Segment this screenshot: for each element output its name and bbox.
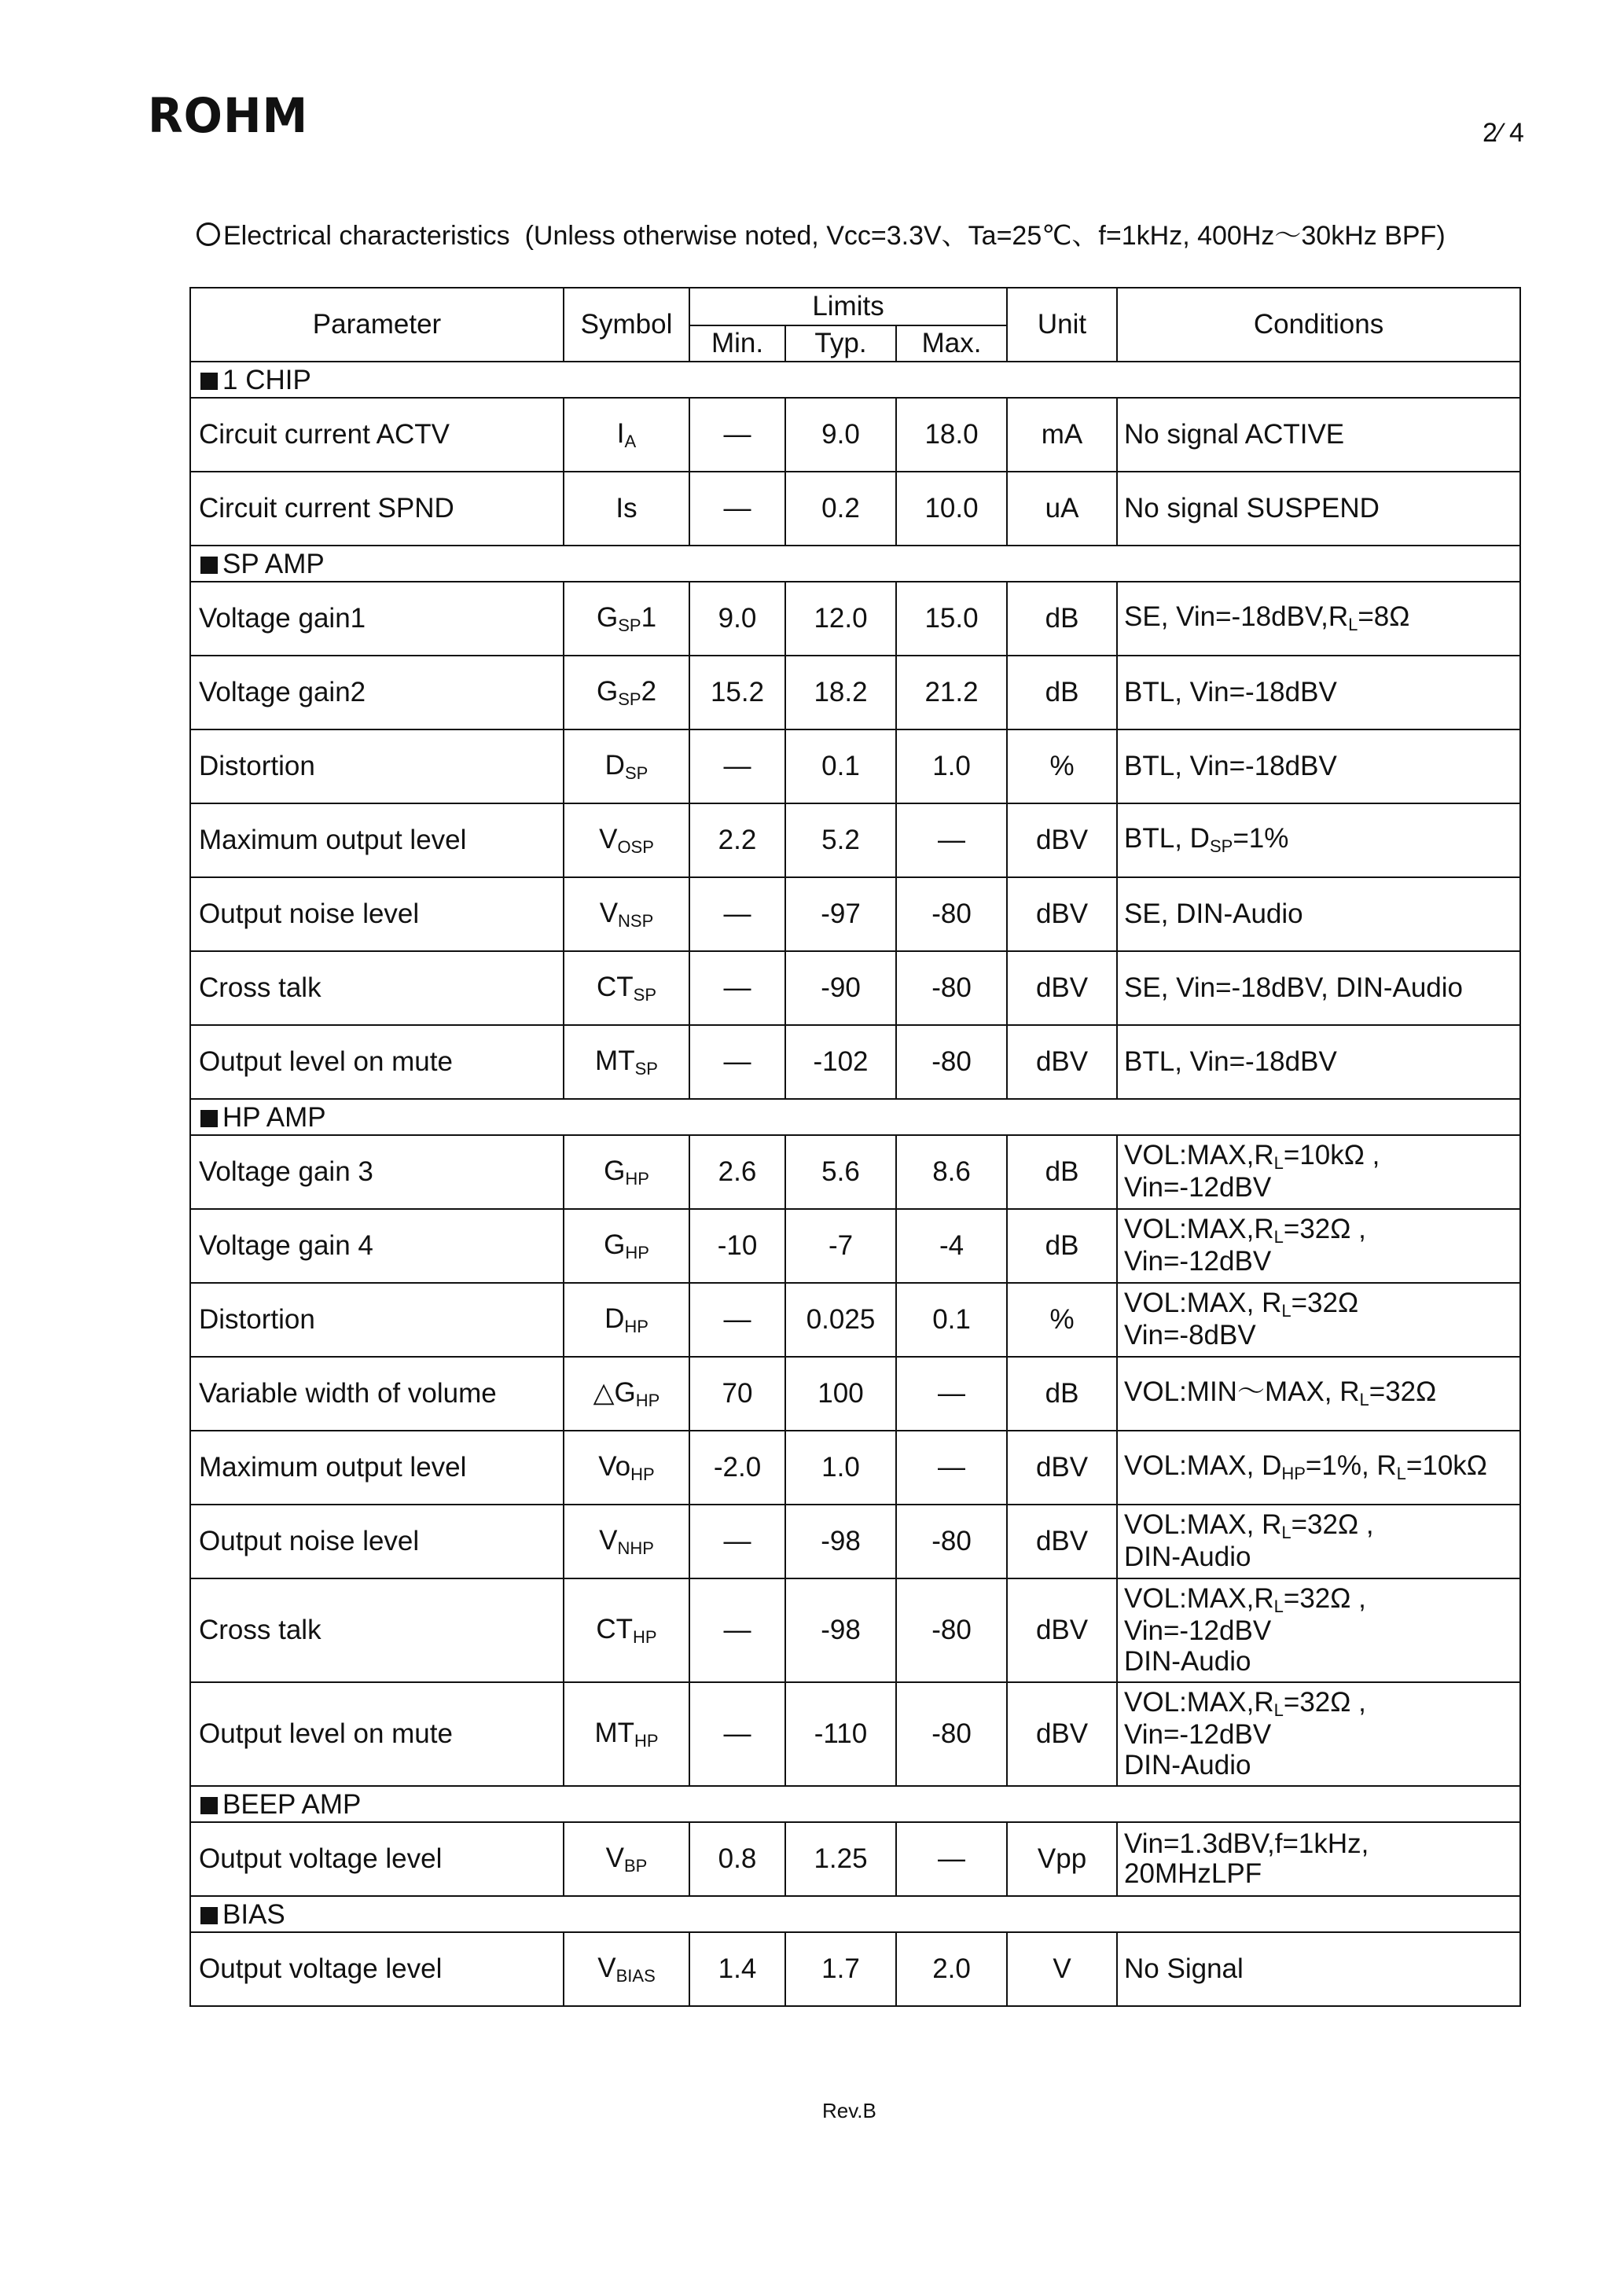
row-parameter: Maximum output level [190, 803, 564, 877]
row-symbol: $I_A$ [564, 398, 689, 472]
row-typ: 5.2 [785, 803, 896, 877]
row-parameter: Circuit current ACTV [190, 398, 564, 472]
heading-title: Electrical characteristics [223, 221, 510, 251]
row-min: — [689, 398, 785, 472]
row-parameter: Voltage gain 3 [190, 1135, 564, 1209]
section-row-chip [190, 362, 1520, 398]
row-max: — [896, 1357, 1007, 1431]
row-conditions: VOL:MAX, $R_L=32\Omega$ Vin=-8dBV [1117, 1283, 1520, 1357]
row-conditions: VOL:MAX, $R_L=32\Omega$ , DIN-Audio [1117, 1505, 1520, 1578]
section-row-sp-amp [190, 546, 1520, 582]
table-row [190, 398, 1520, 472]
row-unit: uA [1007, 472, 1117, 546]
row-parameter: Output level on mute [190, 1682, 564, 1786]
electrical-characteristics-table [189, 287, 1521, 2007]
header-conditions: Conditions [1117, 288, 1520, 362]
heading-conditions: (Unless otherwise noted, Vcc=3.3V、Ta=25℃、f=1kHz, 400Hz〜30kHz BPF) [524, 221, 1446, 251]
row-parameter: Voltage gain2 [190, 656, 564, 729]
row-typ: 1.0 [785, 1431, 896, 1505]
header-limits: Limits [689, 288, 1007, 325]
section-label: BEEP AMP [222, 1788, 362, 1820]
revision-label: Rev.B [822, 2099, 876, 2122]
row-min: 70 [689, 1357, 785, 1431]
row-min: 15.2 [689, 656, 785, 729]
row-conditions: VOL:MAX, $D_{HP}=1\%$, $R_L=10k\Omega$ [1117, 1431, 1520, 1505]
row-parameter: Distortion [190, 729, 564, 803]
row-parameter: Voltage gain 4 [190, 1209, 564, 1283]
table-row [190, 951, 1520, 1025]
header-typ: Typ. [785, 325, 896, 362]
row-conditions: Vin=1.3dBV,f=1kHz, 20MHzLPF [1117, 1822, 1520, 1896]
row-parameter: Cross talk [190, 951, 564, 1025]
row-max: -80 [896, 1578, 1007, 1682]
row-conditions: $VOL:MAX,R_L=32\Omega$ , Vin=-12dBV DIN-Audio [1117, 1578, 1520, 1682]
row-typ: -7 [785, 1209, 896, 1283]
row-symbol: $V_{BIAS}$ [564, 1932, 689, 2006]
row-min: — [689, 1682, 785, 1786]
row-symbol: $Vo_{HP}$ [564, 1431, 689, 1505]
table-row [190, 1209, 1520, 1283]
row-parameter: Distortion [190, 1283, 564, 1357]
row-parameter: Maximum output level [190, 1431, 564, 1505]
row-symbol: $V_{BP}$ [564, 1822, 689, 1896]
row-min: — [689, 729, 785, 803]
row-unit: dBV [1007, 951, 1117, 1025]
row-conditions: VOL:MIN〜MAX, $R_L=32\Omega$ [1117, 1357, 1520, 1431]
row-symbol: $V_{NSP}$ [564, 877, 689, 951]
row-conditions: SE, Vin=-18dBV, DIN-Audio [1117, 951, 1520, 1025]
row-typ: 0.2 [785, 472, 896, 546]
table-row [190, 877, 1520, 951]
row-symbol: $D_{HP}$ [564, 1283, 689, 1357]
row-parameter: Cross talk [190, 1578, 564, 1682]
circle-bullet-icon [197, 222, 220, 246]
table-row [190, 1932, 1520, 2006]
table-row [190, 472, 1520, 546]
row-min: -2.0 [689, 1431, 785, 1505]
row-conditions: $VOL:MAX,R_L=32\Omega$ , Vin=-12dBV [1117, 1209, 1520, 1283]
header-max: Max. [896, 325, 1007, 362]
square-bullet-icon [200, 1797, 218, 1814]
row-unit: dB [1007, 582, 1117, 656]
rohm-logo: ROHM [148, 87, 309, 144]
table-row [190, 1578, 1520, 1682]
header-unit: Unit [1007, 288, 1117, 362]
row-max: — [896, 1822, 1007, 1896]
table-row [190, 582, 1520, 656]
square-bullet-icon [200, 1110, 218, 1127]
row-min: — [689, 951, 785, 1025]
row-max: -80 [896, 1505, 1007, 1578]
row-min: — [689, 1283, 785, 1357]
section-label: BIAS [222, 1898, 285, 1930]
row-typ: 9.0 [785, 398, 896, 472]
header-min: Min. [689, 325, 785, 362]
row-symbol: $CT_{SP}$ [564, 951, 689, 1025]
header-parameter: Parameter [190, 288, 564, 362]
section-row-bias [190, 1896, 1520, 1932]
row-unit: dB [1007, 1357, 1117, 1431]
row-max: — [896, 803, 1007, 877]
row-unit: mA [1007, 398, 1117, 472]
row-symbol: $CT_{HP}$ [564, 1578, 689, 1682]
row-unit: V [1007, 1932, 1117, 2006]
table-row [190, 1431, 1520, 1505]
row-max: -4 [896, 1209, 1007, 1283]
row-symbol: $G_{HP}$ [564, 1209, 689, 1283]
row-parameter: Voltage gain1 [190, 582, 564, 656]
row-symbol: $G_{SP}1$ [564, 582, 689, 656]
section-label: SP AMP [222, 548, 325, 579]
row-typ: -98 [785, 1578, 896, 1682]
row-conditions: $VOL:MAX,R_L=10k\Omega$ , Vin=-12dBV [1117, 1135, 1520, 1209]
row-max: 15.0 [896, 582, 1007, 656]
row-max: 21.2 [896, 656, 1007, 729]
row-max: -80 [896, 951, 1007, 1025]
row-symbol: $D_{SP}$ [564, 729, 689, 803]
row-parameter: Circuit current SPND [190, 472, 564, 546]
row-unit: % [1007, 729, 1117, 803]
table-row [190, 1025, 1520, 1099]
row-unit: dBV [1007, 1505, 1117, 1578]
row-max: 18.0 [896, 398, 1007, 472]
square-bullet-icon [200, 373, 218, 390]
row-min: — [689, 877, 785, 951]
row-symbol: $\triangle G_{HP}$ [564, 1357, 689, 1431]
row-parameter: Output noise level [190, 877, 564, 951]
row-min: 0.8 [689, 1822, 785, 1896]
row-unit: dBV [1007, 803, 1117, 877]
table-row [190, 1505, 1520, 1578]
table-row [190, 1135, 1520, 1209]
row-min: — [689, 1025, 785, 1099]
section-row-hp-amp [190, 1099, 1520, 1135]
row-max: -80 [896, 1025, 1007, 1099]
row-symbol: $G_{SP}2$ [564, 656, 689, 729]
row-symbol: $V_{OSP}$ [564, 803, 689, 877]
section-heading [197, 214, 1446, 252]
row-min: 2.2 [689, 803, 785, 877]
row-typ: -110 [785, 1682, 896, 1786]
row-typ: -90 [785, 951, 896, 1025]
row-min: — [689, 1578, 785, 1682]
row-conditions: BTL, Vin=-18dBV [1117, 656, 1520, 729]
row-unit: dBV [1007, 1431, 1117, 1505]
section-row-beep-amp [190, 1786, 1520, 1822]
table-row [190, 1682, 1520, 1786]
row-typ: -97 [785, 877, 896, 951]
row-conditions: BTL, Vin=-18dBV [1117, 729, 1520, 803]
row-unit: dBV [1007, 1578, 1117, 1682]
row-symbol: $MT_{HP}$ [564, 1682, 689, 1786]
row-typ: 18.2 [785, 656, 896, 729]
table-row [190, 656, 1520, 729]
row-min: 1.4 [689, 1932, 785, 2006]
row-symbol: $G_{HP}$ [564, 1135, 689, 1209]
page-number: 2∕ 4 [1483, 118, 1524, 148]
row-parameter: Output voltage level [190, 1822, 564, 1896]
section-label: HP AMP [222, 1101, 326, 1133]
row-max: 10.0 [896, 472, 1007, 546]
row-max: 0.1 [896, 1283, 1007, 1357]
row-unit: dBV [1007, 1025, 1117, 1099]
row-symbol: Is [564, 472, 689, 546]
row-min: — [689, 1505, 785, 1578]
row-min: — [689, 472, 785, 546]
row-conditions: No signal SUSPEND [1117, 472, 1520, 546]
row-conditions: BTL, Vin=-18dBV [1117, 1025, 1520, 1099]
row-parameter: Output voltage level [190, 1932, 564, 2006]
row-symbol: $MT_{SP}$ [564, 1025, 689, 1099]
row-min: -10 [689, 1209, 785, 1283]
header-symbol: Symbol [564, 288, 689, 362]
row-min: 2.6 [689, 1135, 785, 1209]
row-max: — [896, 1431, 1007, 1505]
row-max: -80 [896, 877, 1007, 951]
row-max: 2.0 [896, 1932, 1007, 2006]
row-symbol: $V_{NHP}$ [564, 1505, 689, 1578]
table-row [190, 1357, 1520, 1431]
row-conditions: BTL, $D_{SP}=1\%$ [1117, 803, 1520, 877]
row-unit: dB [1007, 656, 1117, 729]
row-unit: dBV [1007, 1682, 1117, 1786]
row-typ: 0.1 [785, 729, 896, 803]
row-typ: 12.0 [785, 582, 896, 656]
row-unit: dBV [1007, 877, 1117, 951]
row-max: 8.6 [896, 1135, 1007, 1209]
table-row [190, 803, 1520, 877]
table-row [190, 729, 1520, 803]
row-parameter: Variable width of volume [190, 1357, 564, 1431]
row-max: -80 [896, 1682, 1007, 1786]
row-typ: 0.025 [785, 1283, 896, 1357]
row-typ: 1.25 [785, 1822, 896, 1896]
table-row [190, 1822, 1520, 1896]
row-unit: % [1007, 1283, 1117, 1357]
row-parameter: Output level on mute [190, 1025, 564, 1099]
square-bullet-icon [200, 1907, 218, 1924]
square-bullet-icon [200, 557, 218, 574]
row-unit: dB [1007, 1209, 1117, 1283]
row-typ: 1.7 [785, 1932, 896, 2006]
row-unit: dB [1007, 1135, 1117, 1209]
row-typ: 5.6 [785, 1135, 896, 1209]
row-typ: -102 [785, 1025, 896, 1099]
row-conditions: SE, DIN-Audio [1117, 877, 1520, 951]
row-parameter: Output noise level [190, 1505, 564, 1578]
table-row [190, 1283, 1520, 1357]
row-typ: 100 [785, 1357, 896, 1431]
row-unit: Vpp [1007, 1822, 1117, 1896]
row-conditions: No signal ACTIVE [1117, 398, 1520, 472]
section-label: 1 CHIP [222, 364, 311, 395]
row-conditions: No Signal [1117, 1932, 1520, 2006]
row-typ: -98 [785, 1505, 896, 1578]
row-max: 1.0 [896, 729, 1007, 803]
row-conditions: $VOL:MAX,R_L=32\Omega$ , Vin=-12dBV DIN-Audio [1117, 1682, 1520, 1786]
row-conditions: SE, $Vin=-18dBV,R_L=8\Omega$ [1117, 582, 1520, 656]
row-min: 9.0 [689, 582, 785, 656]
